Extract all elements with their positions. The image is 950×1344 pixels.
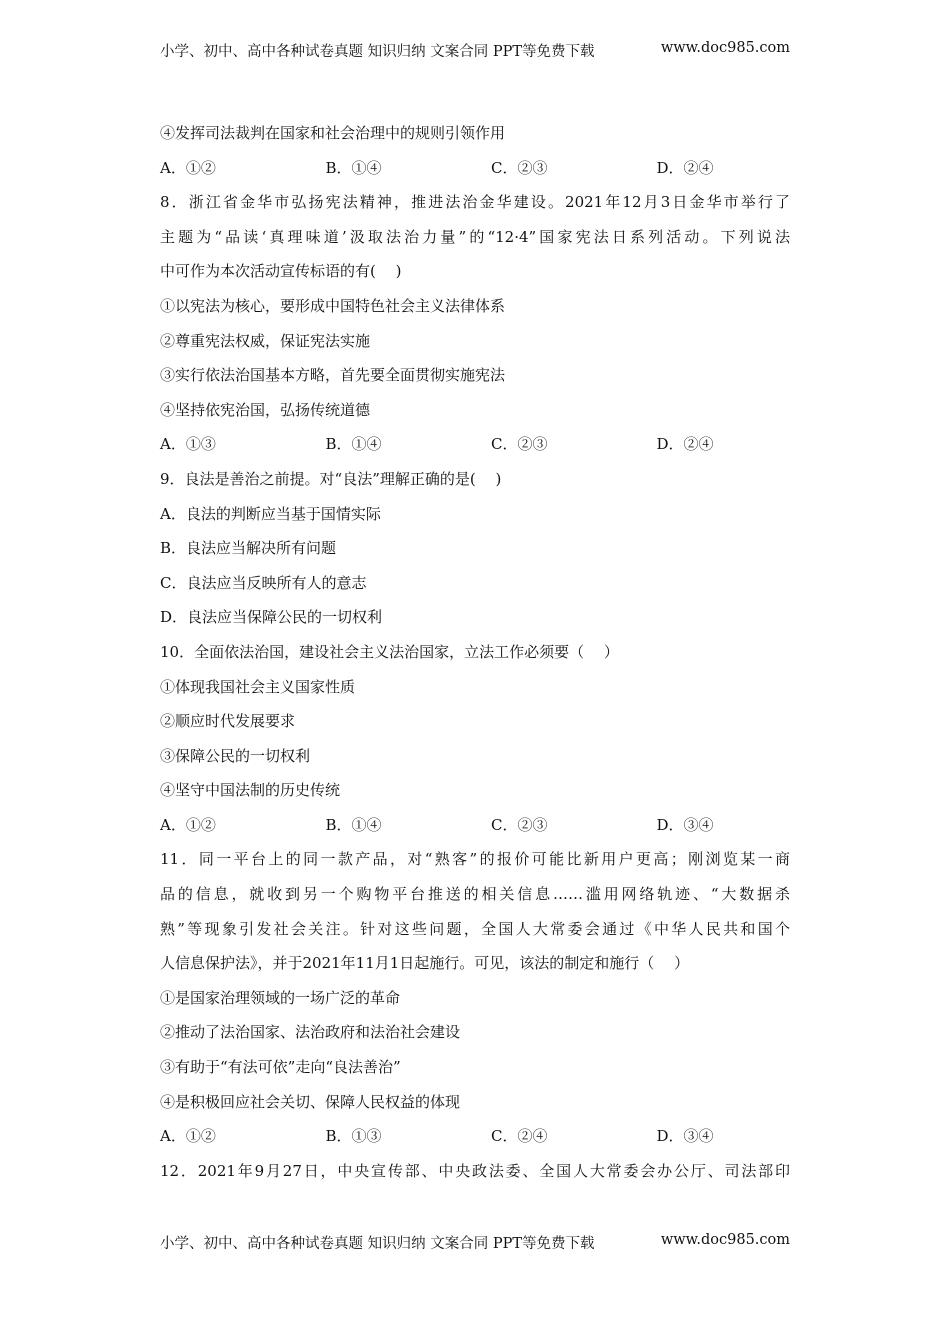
option: B．①③ (325, 1127, 382, 1146)
option: D．②④ (656, 158, 714, 177)
question-stem-line: 8．浙江省金华市弘扬宪法精神，推进法治金华建设。2021年12月3日金华市举行了 (160, 193, 790, 212)
question-stem-line: 主题为“品读‘真理味道’汲取法治力量”的“12·4”国家宪法日系列活动。下列说法 (160, 227, 790, 246)
question-stem-line: 人信息保护法》，并于2021年11月1日起施行。可见，该法的制定和施行（ ） (160, 954, 690, 973)
option: D．②④ (656, 435, 714, 454)
page-footer (160, 1232, 790, 1253)
question-stem-line: 品的信息，就收到另一个购物平台推送的相关信息……滥用网络轨迹、“大数据杀 (160, 885, 790, 904)
footer-title: 小学、初中、高中各种试卷真题 知识归纳 文案合同 PPT等免费下载 (160, 1236, 595, 1252)
option: A．①③ (160, 435, 216, 454)
prev-options (160, 151, 790, 186)
question-item: ①以宪法为核心，要形成中国特色社会主义法律体系 (160, 296, 506, 315)
prev-item: ④发挥司法裁判在国家和社会治理中的规则引领作用 (160, 124, 506, 142)
question-options (160, 808, 790, 843)
footer-url[interactable]: www.doc985.com (660, 1232, 790, 1248)
question-item: ③实行依法治国基本方略，首先要全面贯彻实施宪法 (160, 366, 506, 385)
question-12 (160, 1154, 790, 1189)
option: A．①② (160, 158, 216, 177)
header-title: 小学、初中、高中各种试卷真题 知识归纳 文案合同 PPT等免费下载 (160, 44, 595, 60)
option: D．③④ (656, 815, 714, 834)
question-options (160, 427, 790, 462)
question-11 (160, 842, 790, 1153)
option: C．②③ (491, 158, 548, 177)
option: C．②④ (491, 1127, 548, 1146)
question-item: ①体现我国社会主义国家性质 (160, 677, 356, 696)
question-item: ④坚持依宪治国，弘扬传统道德 (160, 400, 371, 419)
question-8 (160, 185, 790, 462)
question-item: ①是国家治理领域的一场广泛的革命 (160, 988, 401, 1007)
question-item: ③有助于“有法可依”走向“良法善治” (160, 1058, 401, 1077)
question-item: ③保障公民的一切权利 (160, 746, 311, 765)
option: B．①④ (325, 158, 382, 177)
option: A．①② (160, 1127, 216, 1146)
question-item: C．良法应当反映所有人的意志 (160, 573, 367, 592)
question-item: ②尊重宪法权威，保证宪法实施 (160, 331, 371, 350)
question-item: B．良法应当解决所有问题 (160, 539, 337, 558)
question-item: ④坚守中国法制的历史传统 (160, 781, 341, 800)
option: B．①④ (325, 815, 382, 834)
question-stem-line: 12．2021年9月27日，中央宣传部、中央政法委、全国人大常委会办公厅、司法部印 (160, 1161, 790, 1180)
question-10 (160, 635, 790, 843)
question-stem-line: 9．良法是善治之前提。对“良法”理解正确的是( ) (160, 469, 502, 488)
option: C．②③ (491, 815, 548, 834)
question-item: ④是积极回应社会关切、保障人民权益的体现 (160, 1092, 461, 1111)
question-item: ②推动了法治国家、法治政府和法治社会建设 (160, 1023, 461, 1042)
header-url[interactable]: www.doc985.com (660, 40, 790, 56)
option: A．①② (160, 815, 216, 834)
option: D．③④ (656, 1127, 714, 1146)
option: C．②③ (491, 435, 548, 454)
question-stem-line: 熟”等现象引发社会关注。针对这些问题，全国人大常委会通过《中华人民共和国个 (160, 919, 790, 938)
question-item: ②顺应时代发展要求 (160, 712, 296, 731)
question-item: A．良法的判断应当基于国情实际 (160, 504, 381, 523)
page-header (160, 40, 790, 61)
option: B．①④ (325, 435, 382, 454)
question-stem-line: 中可作为本次活动宣传标语的有( ) (160, 262, 402, 281)
question-item: D．良法应当保障公民的一切权利 (160, 608, 383, 627)
question-stem-line: 10．全面依法治国，建设社会主义法治国家，立法工作必须要（ ） (160, 642, 619, 661)
exam-content (160, 116, 790, 1188)
question-options (160, 1119, 790, 1154)
question-9 (160, 462, 790, 635)
question-stem-line: 11．同一平台上的同一款产品，对“熟客”的报价可能比新用户更高；刚浏览某一商 (160, 850, 790, 869)
